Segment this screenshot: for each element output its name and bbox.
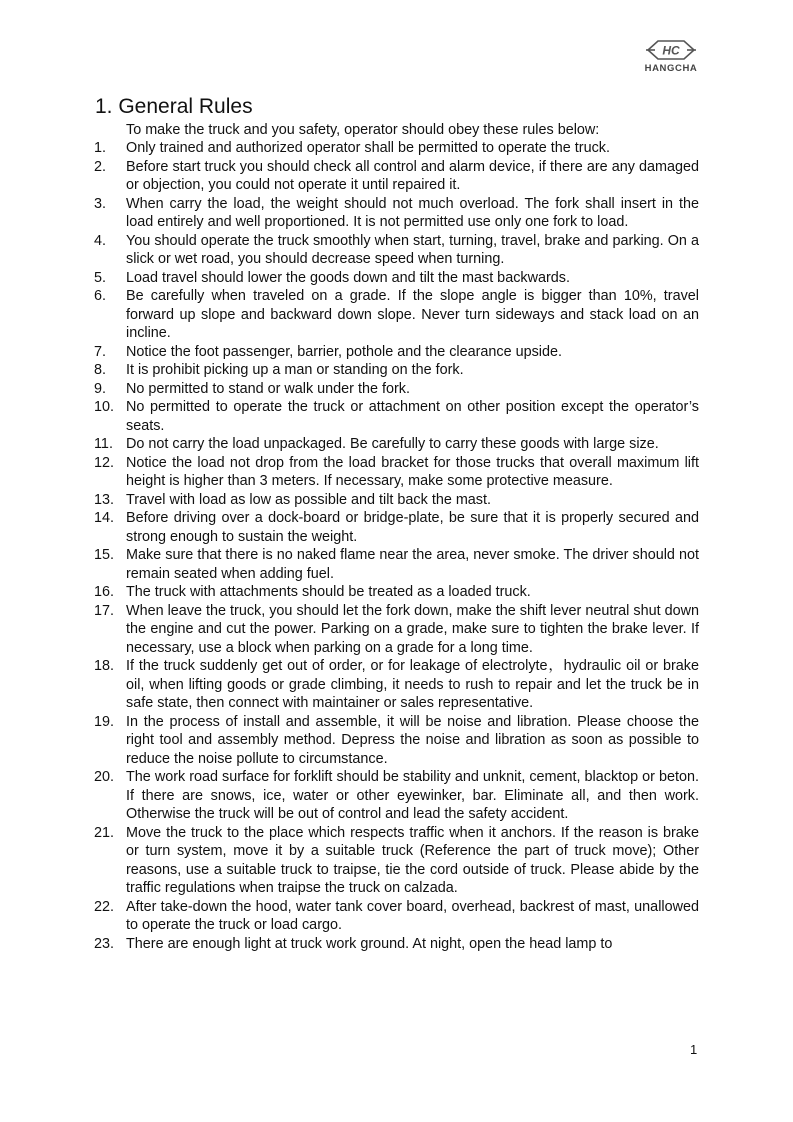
rule-number: 11. (94, 436, 113, 452)
rule-text: After take-down the hood, water tank cover board, overhead, backrest of mast, unallowed to operate the truck or load cargo. (126, 898, 699, 933)
rule-text: In the process of install and assemble, it will be noise and libration. Please choose the right tool and assembly method. Depress the noise and libration as soon as possible to reduce the noise pollute to circumstance. (126, 713, 699, 767)
rule-number: 20. (94, 769, 115, 785)
rule-item (94, 824, 699, 898)
rule-number: 5. (94, 269, 107, 286)
rule-number: 4. (94, 232, 107, 249)
rule-number: 23. (94, 935, 115, 952)
rule-number: 18. (94, 658, 115, 674)
rule-text: No permitted to operate the truck or attachment on other position except the operator’s seats. (126, 399, 699, 434)
rule-text: Do not carry the load unpackaged. Be carefully to carry these goods with large size. (126, 436, 659, 452)
rule-text: The work road surface for forklift should be stability and unknit, cement, blacktop or beton. If there are snows, ice, water or other eyewinker, bar. Eliminate all, and then work. Otherwise the truck will be out of control and lead the safety accident. (126, 769, 699, 822)
rule-item (94, 139, 699, 158)
rule-item (94, 435, 699, 454)
rule-number: 14. (94, 510, 115, 526)
rule-item (94, 380, 699, 399)
brand-name: HANGCHA (644, 63, 698, 74)
rule-text: If the truck suddenly get out of order, or for leakage of electrolyte，hydraulic oil or brake oil, when lifting goods or grade climbing, it needs to rush to repair and let the truck be in safe state, then connect with maintainer or sales representative. (126, 658, 699, 711)
rule-number: 17. (94, 602, 115, 619)
rule-number: 16. (94, 584, 115, 600)
rule-text: You should operate the truck smoothly when start, turning, travel, brake and parking. On a slick or wet road, you should decrease speed when turning. (126, 232, 699, 267)
rule-item (94, 398, 699, 435)
rule-item (94, 713, 699, 769)
rule-number: 13. (94, 491, 115, 508)
rule-number: 9. (94, 380, 107, 397)
rule-item (94, 768, 699, 824)
rule-item (94, 935, 699, 954)
rule-number: 12. (94, 454, 115, 471)
rule-item (94, 454, 699, 491)
rule-number: 8. (94, 362, 107, 378)
rule-item (94, 491, 699, 510)
rule-item (94, 269, 699, 288)
rule-item (94, 343, 699, 362)
rule-number: 15. (94, 547, 115, 563)
rule-number: 21. (94, 824, 115, 841)
rule-item (94, 509, 699, 546)
section-intro: To make the truck and you safety, operator should obey these rules below: (126, 122, 600, 138)
rule-text: Make sure that there is no naked flame near the area, never smoke. The driver should not remain seated when adding fuel. (126, 547, 699, 582)
rules-list (94, 139, 699, 953)
rule-text: Notice the foot passenger, barrier, pothole and the clearance upside. (126, 343, 563, 360)
rule-text: When carry the load, the weight should not much overload. The fork shall insert in the load entirely and well proportioned. It is not permitted use only one fork to load. (126, 195, 699, 230)
rule-text: When leave the truck, you should let the fork down, make the shift lever neutral shut down the engine and cut the power. Parking on a grade, make sure to tighten the brake lever. If necessary, use a block when parking on a grade for a long time. (126, 602, 699, 656)
hangcha-logo (640, 38, 702, 74)
rule-number: 3. (94, 195, 107, 212)
rule-text: Before start truck you should check all control and alarm device, if there are any damaged or objection, you could not operate it until repaired it. (126, 158, 699, 193)
rule-number: 22. (94, 898, 115, 915)
rule-item (94, 361, 699, 380)
rule-text: Travel with load as low as possible and tilt back the mast. (126, 491, 492, 508)
rule-item (94, 195, 699, 232)
rule-text: Notice the load not drop from the load bracket for those trucks that overall maximum lift height is higher than 3 meters. If necessary, make some protective measure. (126, 454, 699, 489)
rule-item (94, 287, 699, 343)
rule-text: Before driving over a dock-board or bridge-plate, be sure that it is properly secured and strong enough to sustain the weight. (126, 510, 699, 545)
rule-number: 6. (94, 288, 107, 304)
rule-number: 1. (94, 140, 107, 156)
rule-text: It is prohibit picking up a man or standing on the fork. (126, 362, 464, 378)
rule-text: No permitted to stand or walk under the fork. (126, 380, 410, 397)
logo-mark-text: HC (662, 43, 680, 58)
rule-number: 10. (94, 399, 115, 415)
rule-text: The truck with attachments should be treated as a loaded truck. (126, 584, 531, 600)
section-title: 1. General Rules (95, 95, 253, 118)
page-number: 1 (690, 1042, 698, 1057)
rule-text: There are enough light at truck work ground. At night, open the head lamp to (126, 935, 613, 952)
rule-item (94, 898, 699, 935)
hangcha-logo-icon (644, 38, 698, 62)
rule-item (94, 232, 699, 269)
rule-number: 2. (94, 158, 107, 175)
rule-text: Be carefully when traveled on a grade. If the slope angle is bigger than 10%, travel forward up slope and backward down slope. Never turn sideways and stack load on an incline. (126, 288, 699, 341)
rule-number: 19. (94, 713, 115, 730)
rule-text: Move the truck to the place which respects traffic when it anchors. If the reason is brake or turn system, move it by a suitable truck (Reference the part of truck move); Other reasons, use a suitable truck to traipse, tie the cord outside of truck. Please abide by the traffic regulations when traipse the truck on calzada. (126, 824, 699, 896)
rule-item (94, 158, 699, 195)
rule-item (94, 583, 699, 602)
rule-text: Only trained and authorized operator shall be permitted to operate the truck. (126, 140, 610, 156)
rule-number: 7. (94, 343, 107, 360)
rule-item (94, 657, 699, 713)
rule-item (94, 602, 699, 658)
rule-text: Load travel should lower the goods down and tilt the mast backwards. (126, 269, 570, 286)
rule-item (94, 546, 699, 583)
